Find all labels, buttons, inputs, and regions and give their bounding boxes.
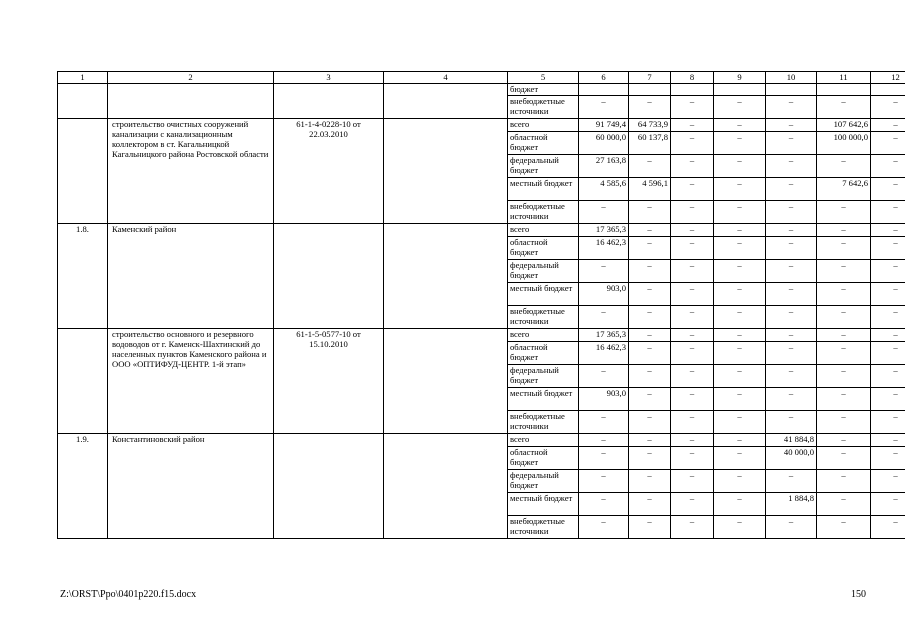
amount-cell: – <box>629 283 671 306</box>
amount-cell: – <box>671 365 714 388</box>
amount-cell: – <box>871 306 905 329</box>
amount-cell: – <box>766 342 817 365</box>
amount-cell: – <box>871 283 905 306</box>
document-number-cell <box>274 224 384 329</box>
amount-cell: 903,0 <box>579 388 629 411</box>
amount-cell: – <box>714 365 766 388</box>
amount-cell: – <box>671 178 714 201</box>
amount-cell: – <box>714 447 766 470</box>
column-number-cell: 5 <box>508 72 579 84</box>
empty-column-4-cell <box>384 119 508 224</box>
amount-cell: – <box>766 411 817 434</box>
amount-cell: 60 000,0 <box>579 132 629 155</box>
amount-cell: – <box>871 119 905 132</box>
amount-cell: – <box>871 411 905 434</box>
amount-cell: – <box>714 224 766 237</box>
amount-cell: – <box>817 201 871 224</box>
amount-cell: 17 365,3 <box>579 224 629 237</box>
amount-cell: 60 137,8 <box>629 132 671 155</box>
funding-source-cell: всего <box>508 329 579 342</box>
amount-cell: – <box>817 411 871 434</box>
amount-cell: 4 585,6 <box>579 178 629 201</box>
amount-cell: – <box>714 155 766 178</box>
amount-cell: – <box>871 493 905 516</box>
amount-cell: 91 749,4 <box>579 119 629 132</box>
amount-cell: – <box>871 201 905 224</box>
amount-cell: – <box>714 283 766 306</box>
funding-source-cell: внебюджетные источники <box>508 96 579 119</box>
funding-source-cell: всего <box>508 224 579 237</box>
funding-source-cell: федеральный бюджет <box>508 155 579 178</box>
amount-cell: – <box>629 470 671 493</box>
amount-cell: – <box>871 155 905 178</box>
funding-source-cell: внебюджетные источники <box>508 201 579 224</box>
amount-cell: – <box>766 516 817 539</box>
amount-cell: – <box>671 470 714 493</box>
amount-cell: 107 642,6 <box>817 119 871 132</box>
amount-cell: – <box>671 96 714 119</box>
amount-cell: – <box>629 447 671 470</box>
funding-source-cell: внебюджетные источники <box>508 411 579 434</box>
amount-cell: – <box>817 365 871 388</box>
amount-cell: 41 884,8 <box>766 434 817 447</box>
item-name-cell <box>108 84 274 119</box>
document-number-cell <box>274 84 384 119</box>
amount-cell: – <box>817 329 871 342</box>
funding-source-cell: федеральный бюджет <box>508 365 579 388</box>
amount-cell: – <box>766 237 817 260</box>
column-number-cell: 10 <box>766 72 817 84</box>
column-number-cell: 8 <box>671 72 714 84</box>
amount-cell: – <box>579 434 629 447</box>
table-row <box>58 434 905 447</box>
amount-cell: – <box>671 260 714 283</box>
amount-cell: – <box>714 434 766 447</box>
amount-cell <box>629 84 671 96</box>
empty-column-4-cell <box>384 84 508 119</box>
table-row <box>58 224 905 237</box>
amount-cell: – <box>671 329 714 342</box>
amount-cell: – <box>579 411 629 434</box>
amount-cell: – <box>671 306 714 329</box>
amount-cell: – <box>817 434 871 447</box>
amount-cell <box>714 84 766 96</box>
amount-cell: – <box>629 329 671 342</box>
amount-cell: 16 462,3 <box>579 237 629 260</box>
amount-cell: – <box>871 224 905 237</box>
amount-cell: – <box>671 516 714 539</box>
funding-source-cell: местный бюджет <box>508 178 579 201</box>
amount-cell: – <box>629 306 671 329</box>
amount-cell <box>817 84 871 96</box>
amount-cell: 40 000,0 <box>766 447 817 470</box>
amount-cell: – <box>871 470 905 493</box>
column-number-cell: 9 <box>714 72 766 84</box>
amount-cell: – <box>817 447 871 470</box>
amount-cell: – <box>817 516 871 539</box>
column-number-cell: 3 <box>274 72 384 84</box>
funding-source-cell: федеральный бюджет <box>508 260 579 283</box>
amount-cell: – <box>817 283 871 306</box>
funding-source-cell: федеральный бюджет <box>508 470 579 493</box>
amount-cell: – <box>671 342 714 365</box>
amount-cell: – <box>714 342 766 365</box>
amount-cell: – <box>871 178 905 201</box>
amount-cell: – <box>714 470 766 493</box>
item-name-cell: Константиновский район <box>108 434 274 539</box>
amount-cell: – <box>714 96 766 119</box>
amount-cell: – <box>671 434 714 447</box>
amount-cell: – <box>766 96 817 119</box>
amount-cell: – <box>579 493 629 516</box>
funding-source-cell: бюджет <box>508 84 579 96</box>
amount-cell: – <box>766 470 817 493</box>
amount-cell: – <box>766 201 817 224</box>
item-number-cell <box>58 84 108 119</box>
amount-cell: – <box>579 365 629 388</box>
amount-cell: 64 733,9 <box>629 119 671 132</box>
amount-cell <box>671 84 714 96</box>
empty-column-4-cell <box>384 329 508 434</box>
amount-cell: 100 000,0 <box>817 132 871 155</box>
amount-cell: – <box>671 283 714 306</box>
funding-source-cell: всего <box>508 434 579 447</box>
amount-cell: – <box>817 260 871 283</box>
amount-cell: – <box>671 155 714 178</box>
amount-cell: – <box>871 447 905 470</box>
amount-cell: – <box>629 155 671 178</box>
funding-source-cell: областной бюджет <box>508 132 579 155</box>
amount-cell: – <box>629 224 671 237</box>
amount-cell: – <box>766 306 817 329</box>
footer-file-path: Z:\ORST\Ppo\0401p220.f15.docx <box>60 589 197 600</box>
amount-cell: – <box>714 237 766 260</box>
amount-cell: – <box>579 447 629 470</box>
amount-cell: – <box>766 132 817 155</box>
amount-cell: – <box>871 342 905 365</box>
funding-source-cell: местный бюджет <box>508 388 579 411</box>
amount-cell: – <box>629 516 671 539</box>
amount-cell: 27 163,8 <box>579 155 629 178</box>
amount-cell: – <box>871 365 905 388</box>
amount-cell: – <box>817 224 871 237</box>
amount-cell: – <box>579 306 629 329</box>
funding-source-cell: областной бюджет <box>508 237 579 260</box>
amount-cell: – <box>629 365 671 388</box>
amount-cell: – <box>671 447 714 470</box>
amount-cell <box>766 84 817 96</box>
item-number-cell <box>58 119 108 224</box>
amount-cell: – <box>817 493 871 516</box>
column-number-cell: 11 <box>817 72 871 84</box>
amount-cell: – <box>671 201 714 224</box>
amount-cell: – <box>871 132 905 155</box>
item-name-cell: строительство основного и резервного водоводов от г. Каменск-Шахтинский до населенных пунктов Каменского района и ООО «ОПТИФУД-ЦЕНТР. 1-й этап» <box>108 329 274 434</box>
amount-cell: – <box>766 388 817 411</box>
amount-cell <box>579 84 629 96</box>
column-number-cell: 2 <box>108 72 274 84</box>
amount-cell: – <box>629 96 671 119</box>
amount-cell: – <box>579 201 629 224</box>
amount-cell: – <box>766 365 817 388</box>
amount-cell: 903,0 <box>579 283 629 306</box>
table-row <box>58 329 905 342</box>
funding-source-cell: областной бюджет <box>508 342 579 365</box>
item-name-cell: строительство очистных сооружений канализации с канализационным коллектором в ст. Кагальницкой Кагальницкого района Ростовской области <box>108 119 274 224</box>
amount-cell: – <box>714 411 766 434</box>
amount-cell: – <box>671 493 714 516</box>
amount-cell: – <box>629 237 671 260</box>
amount-cell: – <box>579 470 629 493</box>
document-number-cell: 61-1-4-0228-10 от 22.03.2010 <box>274 119 384 224</box>
amount-cell: – <box>714 260 766 283</box>
amount-cell: – <box>714 119 766 132</box>
table-row <box>58 119 905 132</box>
amount-cell: – <box>714 329 766 342</box>
amount-cell: – <box>766 283 817 306</box>
amount-cell: – <box>714 516 766 539</box>
amount-cell: – <box>671 411 714 434</box>
amount-cell: – <box>579 516 629 539</box>
amount-cell: – <box>817 342 871 365</box>
amount-cell: – <box>714 178 766 201</box>
column-number-cell: 6 <box>579 72 629 84</box>
funding-source-cell: местный бюджет <box>508 283 579 306</box>
budget-table <box>57 71 905 539</box>
amount-cell: – <box>671 132 714 155</box>
amount-cell: – <box>817 237 871 260</box>
column-number-cell: 1 <box>58 72 108 84</box>
empty-column-4-cell <box>384 434 508 539</box>
amount-cell: – <box>766 329 817 342</box>
amount-cell: – <box>766 155 817 178</box>
column-number-cell: 4 <box>384 72 508 84</box>
funding-source-cell: внебюджетные источники <box>508 306 579 329</box>
amount-cell: 1 884,8 <box>766 493 817 516</box>
amount-cell: – <box>714 201 766 224</box>
column-number-cell: 12 <box>871 72 905 84</box>
amount-cell: – <box>766 260 817 283</box>
item-number-cell: 1.8. <box>58 224 108 329</box>
amount-cell: 7 642,6 <box>817 178 871 201</box>
amount-cell: – <box>714 132 766 155</box>
empty-column-4-cell <box>384 224 508 329</box>
amount-cell: – <box>871 96 905 119</box>
amount-cell: – <box>871 516 905 539</box>
amount-cell: – <box>817 470 871 493</box>
amount-cell: 16 462,3 <box>579 342 629 365</box>
document-number-cell <box>274 434 384 539</box>
amount-cell: – <box>817 96 871 119</box>
amount-cell: – <box>629 201 671 224</box>
amount-cell: – <box>871 434 905 447</box>
document-number-cell: 61-1-5-0577-10 от 15.10.2010 <box>274 329 384 434</box>
column-number-row <box>58 72 905 84</box>
table-row <box>58 84 905 96</box>
footer-page-number: 150 <box>851 589 866 600</box>
amount-cell: 17 365,3 <box>579 329 629 342</box>
amount-cell: – <box>766 178 817 201</box>
funding-source-cell: областной бюджет <box>508 447 579 470</box>
funding-source-cell: всего <box>508 119 579 132</box>
amount-cell: – <box>817 306 871 329</box>
amount-cell: – <box>629 342 671 365</box>
amount-cell: – <box>629 388 671 411</box>
item-number-cell: 1.9. <box>58 434 108 539</box>
amount-cell: – <box>714 493 766 516</box>
item-number-cell <box>58 329 108 434</box>
amount-cell: – <box>579 96 629 119</box>
funding-source-cell: внебюджетные источники <box>508 516 579 539</box>
amount-cell: – <box>871 329 905 342</box>
amount-cell: – <box>671 224 714 237</box>
amount-cell: – <box>871 388 905 411</box>
amount-cell: – <box>714 388 766 411</box>
amount-cell: – <box>871 260 905 283</box>
amount-cell: – <box>629 411 671 434</box>
funding-source-cell: местный бюджет <box>508 493 579 516</box>
amount-cell: – <box>671 237 714 260</box>
amount-cell <box>871 84 905 96</box>
amount-cell: – <box>766 119 817 132</box>
amount-cell: – <box>629 493 671 516</box>
amount-cell: – <box>817 155 871 178</box>
amount-cell: – <box>629 260 671 283</box>
column-number-cell: 7 <box>629 72 671 84</box>
amount-cell: – <box>671 119 714 132</box>
amount-cell: – <box>817 388 871 411</box>
amount-cell: – <box>871 237 905 260</box>
item-name-cell: Каменский район <box>108 224 274 329</box>
amount-cell: – <box>714 306 766 329</box>
amount-cell: – <box>579 260 629 283</box>
amount-cell: – <box>629 434 671 447</box>
amount-cell: – <box>766 224 817 237</box>
amount-cell: 4 596,1 <box>629 178 671 201</box>
amount-cell: – <box>671 388 714 411</box>
